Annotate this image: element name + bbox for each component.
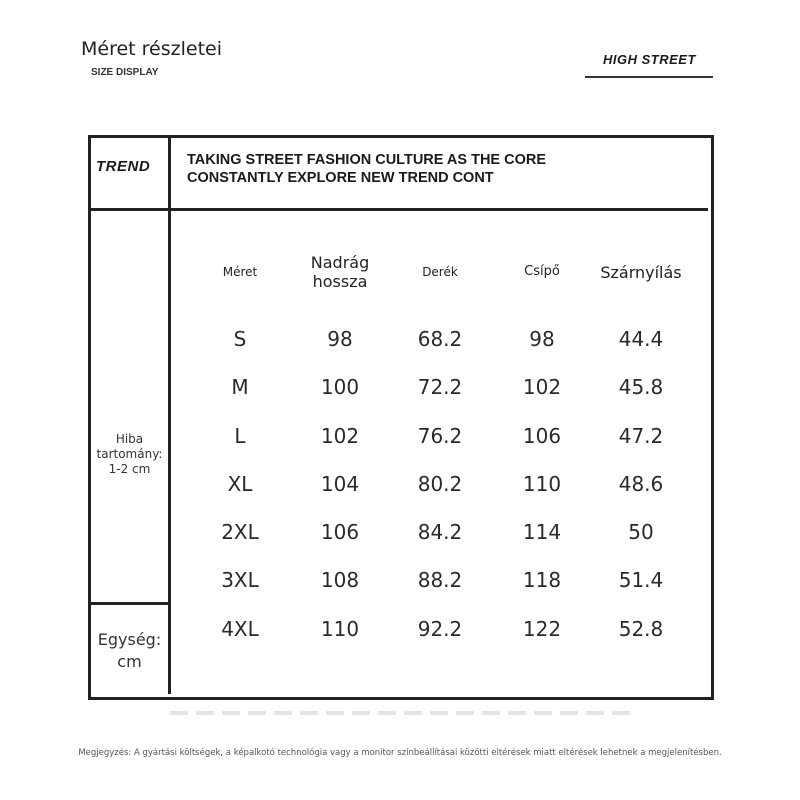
table-cell-waist: 92.2 xyxy=(417,617,463,641)
table-cell-hip: 122 xyxy=(522,617,562,641)
table-cell-pants-length: 108 xyxy=(320,568,360,592)
frame-top-divider xyxy=(91,208,708,211)
footnote: Megjegyzés: A gyártási költségek, a képalkotó technológia vagy a monitor színbeállításai közötti eltérések miatt eltérések lehetnek a megjelenítésben. xyxy=(78,748,722,758)
column-header-hip: Csípő xyxy=(524,264,560,279)
table-cell-waist: 68.2 xyxy=(417,327,463,351)
table-cell-pants-length: 104 xyxy=(320,472,360,496)
tagline xyxy=(187,151,546,187)
table-cell-pants-length: 100 xyxy=(320,375,360,399)
table-cell-hip: 114 xyxy=(522,520,562,544)
tolerance-note: Hiba tartomány: 1-2 cm xyxy=(96,432,163,476)
table-cell-size: 2XL xyxy=(221,520,259,544)
table-cell-pants-length: 106 xyxy=(320,520,360,544)
table-cell-size: XL xyxy=(227,472,253,496)
table-cell-waist: 84.2 xyxy=(417,520,463,544)
column-header-waist: Derék xyxy=(422,264,458,279)
brand-underline xyxy=(585,76,713,78)
table-cell-hip: 118 xyxy=(522,568,562,592)
table-cell-hip: 106 xyxy=(522,424,562,448)
table-cell-hip: 98 xyxy=(529,327,555,351)
table-cell-pants-length: 102 xyxy=(320,424,360,448)
table-cell-leg-opening: 52.8 xyxy=(618,617,664,641)
tagline-line-2: CONSTANTLY EXPLORE NEW TREND CONT xyxy=(187,170,494,186)
table-cell-hip: 102 xyxy=(522,375,562,399)
frame-left-divider xyxy=(91,602,168,605)
unit-note: Egység: cm xyxy=(97,630,162,671)
table-cell-waist: 72.2 xyxy=(417,375,463,399)
table-cell-size: 3XL xyxy=(221,568,259,592)
column-header-size: Méret xyxy=(222,264,258,279)
tagline-line-1: TAKING STREET FASHION CULTURE AS THE CORE xyxy=(187,152,547,168)
brand-label: HIGH STREET xyxy=(603,52,696,67)
trend-label: TREND xyxy=(96,158,151,175)
table-cell-pants-length: 98 xyxy=(327,327,353,351)
page-title: Méret részletei xyxy=(81,38,222,60)
table-cell-size: M xyxy=(231,375,249,399)
column-header-leg-opening: Szárnyílás xyxy=(600,262,682,282)
table-cell-hip: 110 xyxy=(522,472,562,496)
table-cell-waist: 88.2 xyxy=(417,568,463,592)
column-header-pants-length: Nadrág hossza xyxy=(310,253,370,291)
table-cell-size: S xyxy=(233,327,247,351)
size-chart-frame xyxy=(88,135,714,700)
table-cell-waist: 76.2 xyxy=(417,424,463,448)
page-subtitle: SIZE DISPLAY xyxy=(91,67,159,78)
frame-vertical-divider xyxy=(168,138,171,694)
table-cell-leg-opening: 50 xyxy=(628,520,654,544)
table-cell-leg-opening: 44.4 xyxy=(618,327,664,351)
table-cell-size: 4XL xyxy=(221,617,259,641)
table-cell-waist: 80.2 xyxy=(417,472,463,496)
table-cell-leg-opening: 45.8 xyxy=(618,375,664,399)
faded-text-strip xyxy=(170,711,630,715)
table-cell-leg-opening: 51.4 xyxy=(618,568,664,592)
table-cell-size: L xyxy=(234,424,246,448)
table-cell-leg-opening: 48.6 xyxy=(618,472,664,496)
table-cell-pants-length: 110 xyxy=(320,617,360,641)
table-cell-leg-opening: 47.2 xyxy=(618,424,664,448)
